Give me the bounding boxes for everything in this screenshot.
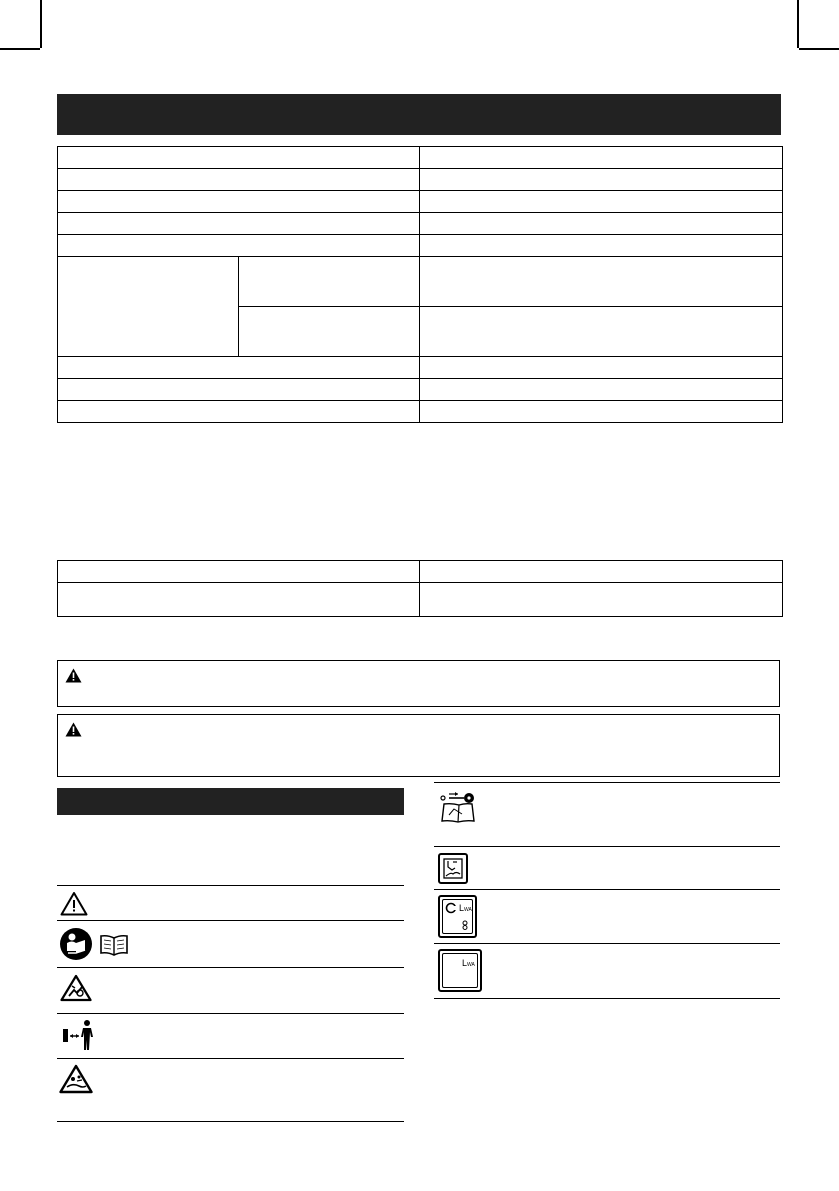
table-cell <box>420 191 783 213</box>
lwa-main-text: L <box>459 903 465 913</box>
specifications-header-bar <box>57 94 781 135</box>
table-cell <box>420 561 783 583</box>
warning-box <box>57 714 780 777</box>
symbols-header-bar <box>57 788 404 815</box>
table-cell <box>420 583 783 617</box>
table-cell <box>58 561 420 583</box>
thrown-objects-hazard-icon <box>59 1064 93 1094</box>
crop-mark-right-horizontal <box>799 48 839 50</box>
crop-mark-left-vertical <box>40 0 42 48</box>
table-cell <box>420 213 783 235</box>
guaranteed-sound-power-label-icon <box>438 895 477 938</box>
divider <box>57 920 404 921</box>
lwa-sub-text: WA <box>467 962 475 968</box>
book-icon <box>99 934 129 956</box>
divider <box>57 1058 404 1059</box>
warning-icon <box>65 722 82 737</box>
read-manual-icon <box>59 927 93 961</box>
table-cell <box>58 191 420 213</box>
divider <box>57 1013 404 1014</box>
keep-bystanders-away-icon <box>62 1019 96 1051</box>
table-row <box>58 257 783 307</box>
table-row <box>58 235 783 257</box>
table-cell <box>420 235 783 257</box>
table-cell <box>420 147 783 169</box>
table-cell <box>58 583 420 617</box>
lwa-label <box>462 958 475 968</box>
table-row <box>58 213 783 235</box>
table-cell <box>239 307 420 357</box>
ce-mark-icon <box>445 902 457 914</box>
table-cell <box>420 401 783 423</box>
divider <box>57 885 404 886</box>
table-row <box>58 191 783 213</box>
warning-icon <box>65 668 82 683</box>
warning-icon <box>60 891 88 916</box>
divider <box>434 889 780 890</box>
table-cell <box>420 257 783 307</box>
table-cell <box>58 257 239 357</box>
maintenance-manual-icon <box>438 853 468 884</box>
table-row <box>58 169 783 191</box>
table-row <box>58 379 783 401</box>
table-cell <box>58 169 420 191</box>
divider <box>434 846 780 847</box>
table-cell <box>420 307 783 357</box>
table-row <box>58 561 783 583</box>
table-cell <box>58 235 420 257</box>
noise-table <box>57 560 783 617</box>
table-row <box>58 583 783 617</box>
remove-key-read-manual-icon <box>440 790 478 824</box>
table-cell <box>58 213 420 235</box>
table-row <box>58 357 783 379</box>
table-cell <box>58 401 420 423</box>
table-cell <box>420 357 783 379</box>
divider <box>434 782 780 783</box>
divider <box>57 1121 404 1122</box>
table-cell <box>58 379 420 401</box>
lwa-sub-text: WA <box>464 907 472 913</box>
sound-icon <box>461 920 469 930</box>
divider <box>434 943 780 944</box>
divider <box>434 998 780 999</box>
table-row <box>58 147 783 169</box>
lwa-main-text: L <box>462 958 468 968</box>
lwa-label <box>459 903 472 913</box>
table-cell <box>420 169 783 191</box>
warning-box <box>57 660 780 707</box>
table-cell <box>239 257 420 307</box>
specifications-table <box>57 146 783 423</box>
crop-mark-left-horizontal <box>0 48 40 50</box>
table-cell <box>420 379 783 401</box>
table-row <box>58 401 783 423</box>
table-cell <box>58 147 420 169</box>
sound-power-level-icon <box>438 949 482 992</box>
crop-mark-right-vertical <box>797 0 799 48</box>
table-cell <box>58 357 420 379</box>
divider <box>57 967 404 968</box>
rotating-parts-hazard-icon <box>60 974 92 1002</box>
